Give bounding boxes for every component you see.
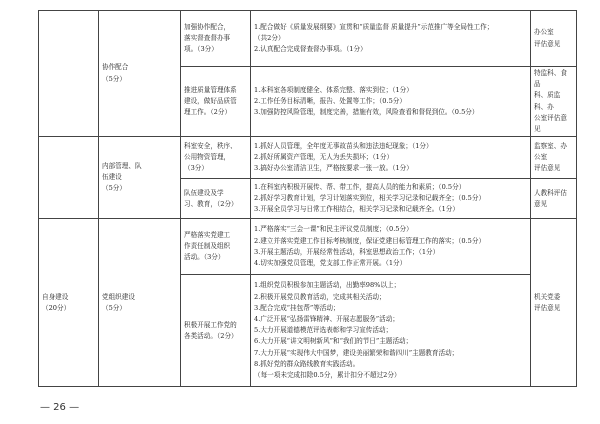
details-cell: 1.抓好人员管理，全年度无事故苗头和违法违纪现象；（1分） 2.抓好所属资产管理，无人为丢失损坏；（1分） 3.搞好办公室清洁卫生，严格按要求一张一放。（1分）	[251, 137, 531, 179]
table-row	[39, 11, 577, 67]
criterion-cell: 加强协作配合， 落实督查督办事 项。（3分）	[181, 11, 251, 67]
criterion-cell: 科室安全，秩序、 公用物资管理， （3分）	[181, 137, 251, 179]
table-row	[39, 137, 577, 179]
details-cell: 1.本科室各项制度健全、体系完整、落实到位；（1分） 2.工作任务目标清晰，报告、处置等工作；（0.5分） 3.加强防控风险管理，制度完善，措施有效，风险查看和督促到位。（0.5分）	[251, 67, 531, 137]
details-cell: 1.严格落实“三会一课”和民主评议党员制度；（0.5分） 2.建立并落实党建工作目标考核制度，保证党建目标管理工作的落实；（0.5分） 3.开展主题活动，开展经常性活动，科室思想政治工作；（1分） 4.切实加强党员管理，党支部工作正常开展。（1分）	[251, 219, 531, 275]
category-label: 自身建设	[42, 292, 69, 301]
page-number: — 26 —	[40, 402, 80, 413]
details-cell: 1.在科室内积极开展传、帮、带工作，提高人员的能力和素质；（0.5分） 2.抓好学习教育计划，学习计划落实到位，相关学习记录和记载齐全；（0.5分） 3.开展全员学习与日常工作相结合，相关学习记录和记载齐全。（1分）	[251, 179, 531, 219]
criterion-cell: 积极开展工作党的 各类活动。（2分）	[181, 275, 251, 387]
item-name-cell: 党组织建设 （5分）	[99, 219, 181, 387]
category-points: （20分）	[42, 303, 71, 312]
evaluator-cell: 机关党委 评估意见	[531, 219, 577, 387]
evaluator-cell: 监察室、办公室 评估意见	[531, 137, 577, 179]
category-cell	[39, 219, 99, 387]
category-cell	[39, 11, 99, 137]
details-cell: 1.组织党员积极参加主题活动，出勤率98%以上； 2.积极开展党员教育活动，完成其相关活动； 3.配合完成“挂包帮”等活动； 4.广泛开展“弘扬雷锋精神、开展志愿服务”活动； 5.大力开展道德模范评选表彰和学习宣传活动； 6.大力开展“讲文明树新风”和“我们的节日”主题活动； 7.大力开展“实现伟大中国梦，建设美丽繁荣和谐四川”主题教育活动； 8.抓好党的群众路线教育实践活动。 （每一项未完成扣除0.5分，累计扣分不超过2分）	[251, 275, 531, 387]
document-page	[38, 10, 576, 387]
evaluator-cell: 办公室 评估意见	[531, 11, 577, 67]
category-cell	[39, 137, 99, 219]
details-cell: 1.配合做好《质量发展纲要》宣贯和“质量监督 质量提升”示范推广等全局性工作； （共2分） 2.认真配合完成督查督办事项。（1分）	[251, 11, 531, 67]
criterion-cell: 严格落实党建工 作责任制及组织 活动。（3分）	[181, 219, 251, 275]
criterion-cell: 队伍建设及学 习、教育，（2分）	[181, 179, 251, 219]
table-row	[39, 219, 577, 275]
evaluator-cell: 特监科、食品 科、质监科、办 公室评估意见	[531, 67, 577, 137]
item-name-cell: 协作配合 （5分）	[99, 11, 181, 137]
item-name-cell: 内部管理、队 伍建设 （5分）	[99, 137, 181, 219]
criterion-cell: 推进质量管理体系 建设，做好品质管 理工作。（2分）	[181, 67, 251, 137]
evaluator-cell: 人教科评估意见	[531, 179, 577, 219]
evaluation-table	[38, 10, 577, 387]
